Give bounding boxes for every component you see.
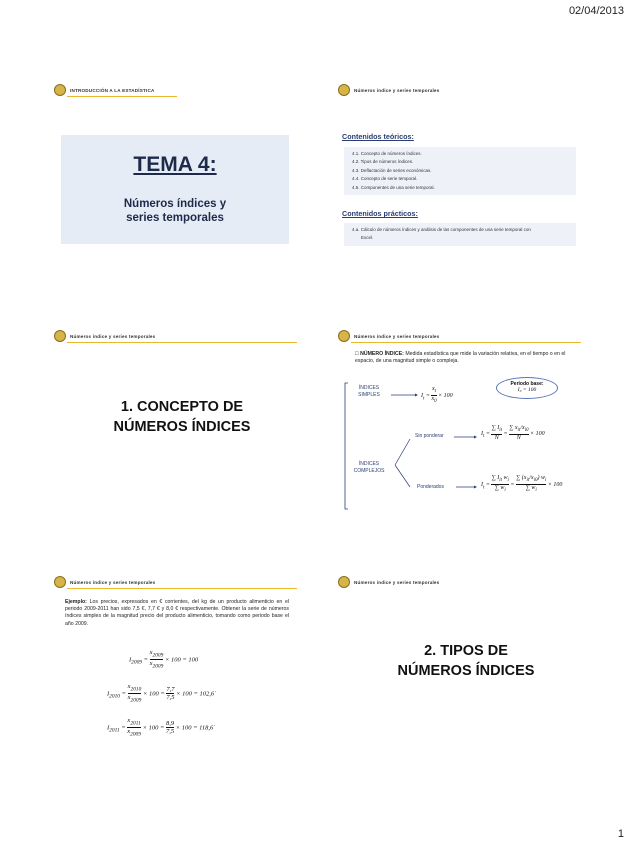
header-text: Números índice y series temporales: [70, 579, 156, 585]
subtitle-line-2: series temporales: [126, 212, 224, 224]
title-box: [61, 135, 289, 244]
university-seal-icon: [338, 84, 350, 96]
list-item: 4.1. Concepto de números índices.: [352, 151, 422, 156]
branch-down: [395, 465, 410, 487]
section-title-line-2: NÚMEROS ÍNDICES: [397, 663, 535, 679]
contenidos-practicos-list: [344, 223, 576, 246]
equation-2009: $I_{2009}$ = $\frac{x_{2009}}{x_{2009}}$ × 100 = 100: [129, 649, 199, 670]
slide-header: [338, 576, 439, 588]
ponderados-label: Ponderados: [417, 484, 444, 490]
list-item: 4.2. Tipos de números índices.: [352, 159, 414, 165]
definition-text: Medida estadística que mide la variación relativa, en el tiempo o en el espacio, de una magnitud simple o compleja.: [355, 351, 566, 364]
section-title-line-1: 1. CONCEPTO DE: [120, 399, 244, 415]
header-rule: [67, 96, 177, 97]
slide-header: [54, 84, 155, 96]
tema-subtitle: [61, 197, 289, 225]
section-title-line-1: 2. TIPOS DE: [424, 643, 508, 659]
slide-3: [51, 327, 313, 523]
list-item: Excel.: [361, 235, 374, 241]
university-seal-icon: [54, 576, 66, 588]
header-text: Números índice y series temporales: [70, 333, 156, 339]
contenidos-teoricos-title: Contenidos teóricos:: [342, 132, 414, 141]
header-text: Números índice y series temporales: [354, 579, 440, 585]
section-title: [51, 397, 313, 437]
bracket: [345, 383, 348, 509]
periodo-base-value: I₀ = 100: [517, 387, 537, 393]
university-seal-icon: [54, 330, 66, 342]
slide-5: [51, 573, 313, 769]
list-item: 4.4. Concepto de serie temporal.: [352, 176, 418, 182]
list-item: 4.a. Cálculo de números índices y análisis de las componentes de una serie temporal con: [352, 227, 531, 232]
checkbox-bullet-icon: □: [355, 351, 359, 357]
contenidos-teoricos-list: [344, 147, 576, 195]
ejemplo-paragraph: [65, 599, 289, 628]
section-title-line-2: NÚMEROS ÍNDICES: [113, 419, 251, 435]
list-item: 4.5. Componentes de una serie temporal.: [352, 184, 435, 190]
header-rule: [67, 588, 297, 589]
slide-header: [54, 330, 155, 342]
slide-6: [335, 573, 597, 769]
university-seal-icon: [54, 84, 66, 96]
definition-label: NÚMERO ÍNDICE:: [360, 351, 404, 357]
page-number: 1: [617, 828, 624, 840]
tema-title: TEMA 4:: [133, 153, 217, 176]
periodo-base-box: [496, 377, 558, 399]
sin-ponderar-label: Sin ponderar: [415, 433, 444, 439]
formula-ponderados: $I_t$ = ∑ $I_{it}$ $w_i$ ∑ $w_i$ = ∑ $(x_{it}/x_{i0})$ $w_i$ ∑ $w_i$ × 100: [481, 475, 563, 494]
section-title: [335, 641, 597, 681]
equation-2010: $I_{2010}$ = $\frac{x_{2010}}{x_{2009}}$ × 100 = $\frac{7,7}{7,5}$ × 100 = 102,6̇: [107, 683, 215, 704]
slide-header: [338, 84, 439, 96]
slide-header: [54, 576, 155, 588]
slide-1: [51, 81, 313, 277]
header-text: Números índice y series temporales: [354, 333, 440, 339]
contenidos-practicos-title: Contenidos prácticos:: [342, 209, 418, 218]
ejemplo-text: Los precios, expresados en € corrientes, del kg de un producto alimenticio en el periodo 2009-2011 han sido 7,5 €, 7,7 € y 8,0 € respectivamente. Obtener la serie de números índices simples de la magnitud precio del producto alimenticio, tomando como periodo base el año 2009.: [65, 599, 289, 627]
equation-2011: $I_{2011}$ = $\frac{x_{2011}}{x_{2009}}$ × 100 = $\frac{8,9}{7,5}$ × 100 = 118,6̇: [107, 717, 214, 738]
arrow-head-icon: [415, 394, 418, 397]
arrow-head-icon: [474, 436, 477, 439]
slide-4: [335, 327, 597, 523]
header-text: INTRODUCCIÓN A LA ESTADÍSTICA: [70, 87, 155, 93]
university-seal-icon: [338, 576, 350, 588]
periodo-base-title: Periodo base:: [510, 381, 544, 387]
formula-sin-ponderar: $I_t$ = ∑ $I_{it}$ N = ∑ $x_{it}/x_{i0}$ N × 100: [481, 425, 545, 442]
branch-up: [395, 439, 410, 465]
formula-simple: $I_t$ = $\frac{x_t}{x_0}$ × 100: [421, 386, 453, 405]
arrow-head-icon: [474, 486, 477, 489]
indices-simples-label: ÍNDICES SIMPLES: [358, 385, 380, 398]
header-rule: [67, 342, 297, 343]
header-text: Números índice y series temporales: [354, 87, 440, 93]
subtitle-line-1: Números índices y: [123, 198, 227, 210]
indices-complejos-label: ÍNDICES COMPLEJOS: [353, 461, 385, 474]
slide-2: [335, 81, 597, 277]
ejemplo-label: Ejemplo:: [65, 599, 87, 605]
print-date: 02/04/2013: [568, 5, 624, 17]
list-item: 4.3. Deflactación de series económicas.: [352, 167, 432, 173]
